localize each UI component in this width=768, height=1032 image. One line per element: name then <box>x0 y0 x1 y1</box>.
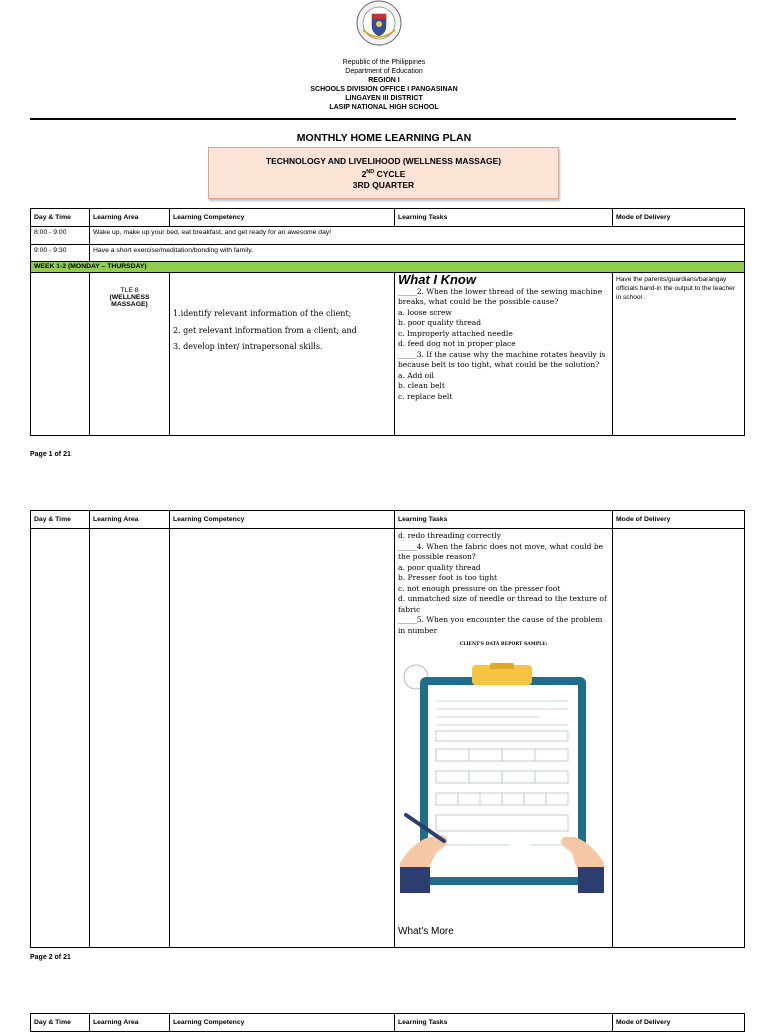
cycle-line <box>209 167 558 180</box>
task-line: d. feed dog not in proper place <box>398 339 516 348</box>
task-line: _____4. When the fabric does not move, what could be the possible reason? <box>398 541 604 561</box>
col-learning-tasks: Learning Tasks <box>395 209 613 227</box>
task-line: c. not enough pressure on the presser foot <box>398 583 561 593</box>
client-data-report-clipboard-image <box>400 663 604 893</box>
schedule-activity: Have a short exercise/meditation/bonding with family. <box>90 245 745 262</box>
col-learning-area: Learning Area <box>90 1014 170 1032</box>
competency-item: 3. develop inter/ intrapersonal skills. <box>173 342 323 351</box>
schedule-row <box>31 227 745 245</box>
col-learning-competency: Learning Competency <box>170 1014 395 1032</box>
competency-item: 2. get relevant information from a client; and <box>173 325 357 335</box>
schedule-row <box>31 245 745 262</box>
table-header-row <box>31 511 745 529</box>
schedule-time: 9:00 - 9:30 <box>31 245 90 262</box>
learning-plan-table-page2 <box>30 510 745 948</box>
learning-area-cell <box>90 529 170 948</box>
content-row <box>31 273 745 436</box>
task-line: d. redo threading correctly <box>398 531 502 540</box>
mode-delivery-cell <box>613 529 745 948</box>
day-time-cell <box>31 273 90 436</box>
col-learning-tasks: Learning Tasks <box>395 1014 613 1032</box>
subject-title: TECHNOLOGY AND LIVELIHOOD (WELLNESS MASSAGE) <box>265 156 502 166</box>
page-number: Page 2 of 21 <box>30 954 71 961</box>
col-mode-delivery: Mode of Delivery <box>613 511 745 529</box>
district-line: LINGAYEN III DISTRICT <box>345 95 423 102</box>
region-line: REGION I <box>368 77 400 84</box>
table-header-row <box>31 209 745 227</box>
task-line: _____5. When you encounter the cause of the problem in number <box>398 615 603 635</box>
deped-seal-logo <box>355 0 403 46</box>
task-line: a. loose screw <box>398 307 452 317</box>
mode-delivery-cell: Have the parents/guardians/barangay officials hand-in the output to the teacher in school . <box>613 273 745 436</box>
learning-area-name2: MASSAGE) <box>111 301 148 308</box>
task-line: b. Presser foot is too tight <box>398 573 498 582</box>
table-header-row <box>31 1014 745 1032</box>
cycle-number: 2 <box>361 168 367 179</box>
col-learning-tasks: Learning Tasks <box>395 511 613 529</box>
competency-cell <box>170 273 395 436</box>
col-day-time: Day & Time <box>31 209 90 227</box>
learning-plan-table-page3 <box>30 1013 745 1032</box>
task-line: a. poor quality thread <box>398 562 481 572</box>
cycle-suffix: ND <box>366 169 375 175</box>
col-learning-competency: Learning Competency <box>170 511 395 529</box>
learning-area-name1: (WELLNESS <box>109 294 150 301</box>
task-line: b. clean belt <box>398 381 445 390</box>
republic-line: Republic of the Philippines <box>342 59 426 66</box>
school-line: LASIP NATIONAL HIGH SCHOOL <box>329 104 439 111</box>
week-label: WEEK 1-2 (MONDAY – THURSDAY) <box>31 262 745 273</box>
task-line: c. Improperly attached needle <box>398 328 513 338</box>
schedule-activity: Wake up, make up your bed, eat breakfast, and get ready for an awesome day! <box>90 227 745 245</box>
learning-area-code: TLE 8 <box>120 287 139 294</box>
tasks-cell <box>395 273 613 436</box>
whats-more-heading: What's More <box>398 925 454 937</box>
learning-plan-table-page1 <box>30 208 745 436</box>
col-learning-area: Learning Area <box>90 209 170 227</box>
quarter-line: 3RD QUARTER <box>352 179 415 190</box>
competency-item: 1.identify relevant information of the client; <box>173 309 352 318</box>
task-line: c. replace belt <box>398 391 453 401</box>
task-line: b. poor quality thread <box>398 318 482 327</box>
cycle-word: CYCLE <box>374 168 406 179</box>
day-time-cell <box>31 529 90 948</box>
task-line: _____3. If the cause why the machine rotates heavily is because belt is too tight, what could be the solution? <box>398 349 606 369</box>
col-learning-area: Learning Area <box>90 511 170 529</box>
task-line: d. unmatched size of needle or thread to the texture of fabric <box>398 594 607 614</box>
col-mode-delivery: Mode of Delivery <box>613 209 745 227</box>
task-line: a. Add oil <box>398 370 434 380</box>
content-row <box>31 529 745 948</box>
learning-area-cell <box>90 273 170 436</box>
schedule-time: 8:00 - 9:00 <box>31 227 90 245</box>
plan-title: MONTHLY HOME LEARNING PLAN <box>296 132 472 144</box>
week-row <box>31 262 745 273</box>
subject-box <box>208 147 559 199</box>
col-mode-delivery: Mode of Delivery <box>613 1014 745 1032</box>
page-number: Page 1 of 21 <box>30 451 71 458</box>
col-day-time: Day & Time <box>31 511 90 529</box>
competency-cell <box>170 529 395 948</box>
division-line: SCHOOLS DIVISION OFFICE I PANGASINAN <box>310 86 458 93</box>
col-day-time: Day & Time <box>31 1014 90 1032</box>
department-line: Department of Education <box>345 68 423 75</box>
col-learning-competency: Learning Competency <box>170 209 395 227</box>
header-divider <box>30 118 736 120</box>
sample-caption: CLIENT'S DATA REPORT SAMPLE: <box>459 642 548 647</box>
task-line: _____2. When the lower thread of the sewing machine breaks, what could be the possible cause? <box>398 286 603 306</box>
what-i-know-heading: What I Know <box>398 272 476 287</box>
